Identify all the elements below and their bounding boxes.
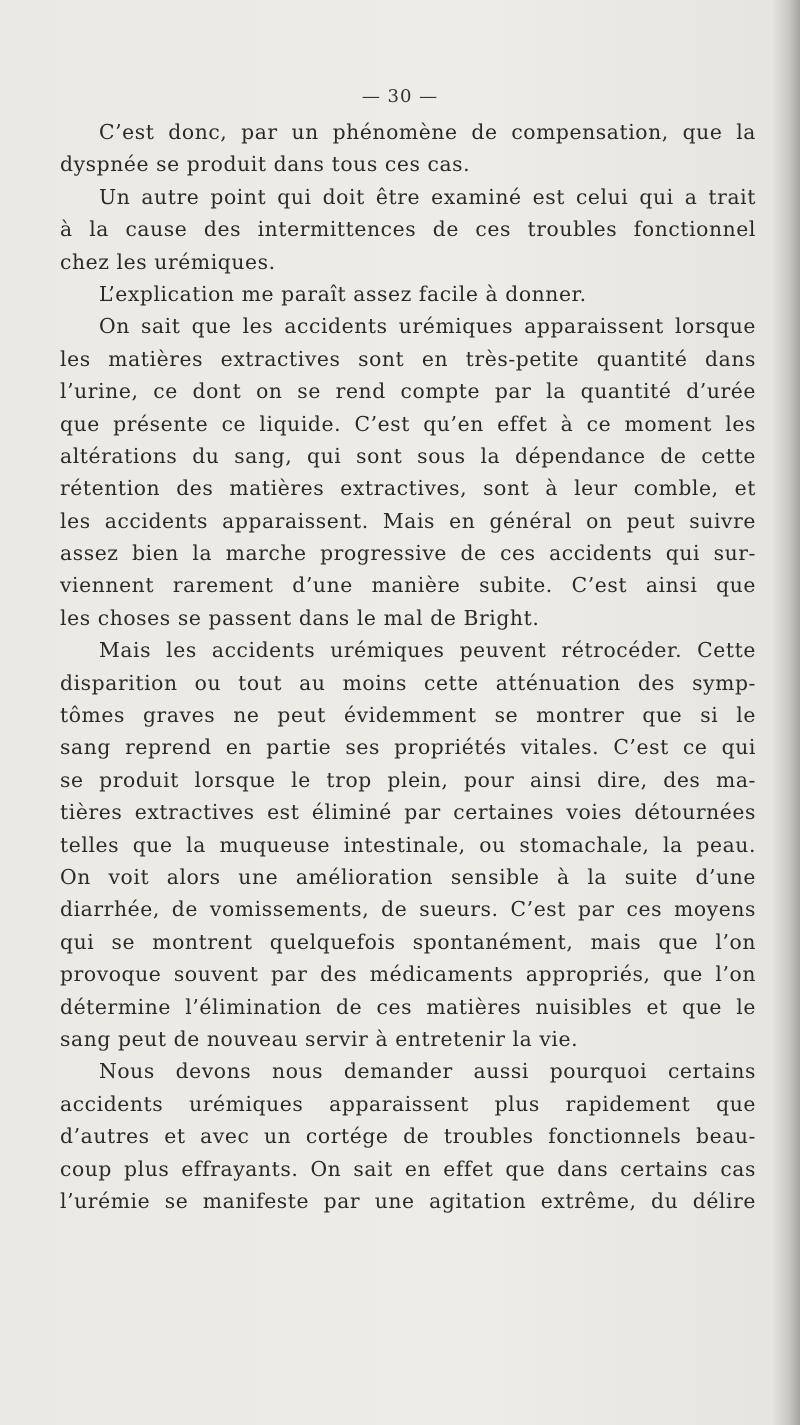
text-line: détermine l’élimination de ces matières nuisibles et que le (60, 994, 756, 1019)
text-line: les matières extractives sont en très-petite quantité dans (60, 346, 756, 371)
text-line: d’autres et avec un cortége de troubles fonctionnels beau- (60, 1124, 756, 1149)
text-line: On voit alors une amélioration sensible à la suite d’une (60, 864, 756, 889)
text-line: provoque souvent par des médicaments appropriés, que l’on (60, 962, 756, 987)
text-line: On sait que les accidents urémiques apparaissent lorsque (99, 314, 756, 339)
page-number: — 30 — (361, 86, 439, 107)
text-line: viennent rarement d’une manière subite. C’est ainsi que (60, 573, 756, 598)
text-line: Nous devons nous demander aussi pourquoi certains (99, 1059, 756, 1084)
text-line: diarrhée, de vomissements, de sueurs. C’est par ces moyens (60, 897, 756, 922)
text-line: que présente ce liquide. C’est qu’en effet à ce moment les (60, 411, 756, 436)
text-line: se produit lorsque le trop plein, pour ainsi dire, des ma- (60, 767, 756, 792)
text-line: Un autre point qui doit être examiné est celui qui a trait (99, 184, 756, 209)
text-line: tômes graves ne peut évidemment se montrer que si le (60, 703, 756, 728)
text-line: les accidents apparaissent. Mais en général on peut suivre (60, 508, 756, 533)
text-line: sang reprend en partie ses propriétés vitales. C’est ce qui (60, 735, 756, 760)
text-line: à la cause des intermittences de ces troubles fonctionnel (60, 217, 756, 242)
text-line: coup plus effrayants. On sait en effet que dans certains cas (60, 1156, 756, 1181)
text-line: sang peut de nouveau servir à entretenir la vie. (60, 1026, 579, 1051)
text-line: altérations du sang, qui sont sous la dépendance de cette (60, 443, 756, 468)
text-line: dyspnée se produit dans tous ces cas. (60, 152, 471, 177)
text-line: rétention des matières extractives, sont à leur comble, et (60, 476, 756, 501)
text-line: C’est donc, par un phénomène de compensation, que la (99, 120, 756, 144)
text-line: L’explication me paraît assez facile à donner. (99, 281, 587, 306)
text-line: telles que la muqueuse intestinale, ou stomachale, la peau. (60, 832, 756, 857)
page-edge-shadow (772, 0, 800, 1425)
text-line: tières extractives est éliminé par certaines voies détournées (60, 800, 756, 825)
text-line: disparition ou tout au moins cette atténuation des symp- (60, 670, 756, 695)
text-line: chez les urémiques. (60, 249, 276, 274)
text-line: qui se montrent quelquefois spontanément, mais que l’on (60, 929, 756, 954)
text-line: les choses se passent dans le mal de Bright. (60, 605, 540, 630)
text-line: l’urine, ce dont on se rend compte par la quantité d’urée (60, 379, 756, 404)
body-text (60, 116, 756, 1217)
text-line: Mais les accidents urémiques peuvent rétrocéder. Cette (99, 638, 756, 663)
text-line: assez bien la marche progressive de ces accidents qui sur- (60, 541, 756, 566)
text-line: l’urémie se manifeste par une agitation extrême, du délire (60, 1188, 756, 1213)
text-line: accidents urémiques apparaissent plus rapidement que (60, 1091, 756, 1116)
